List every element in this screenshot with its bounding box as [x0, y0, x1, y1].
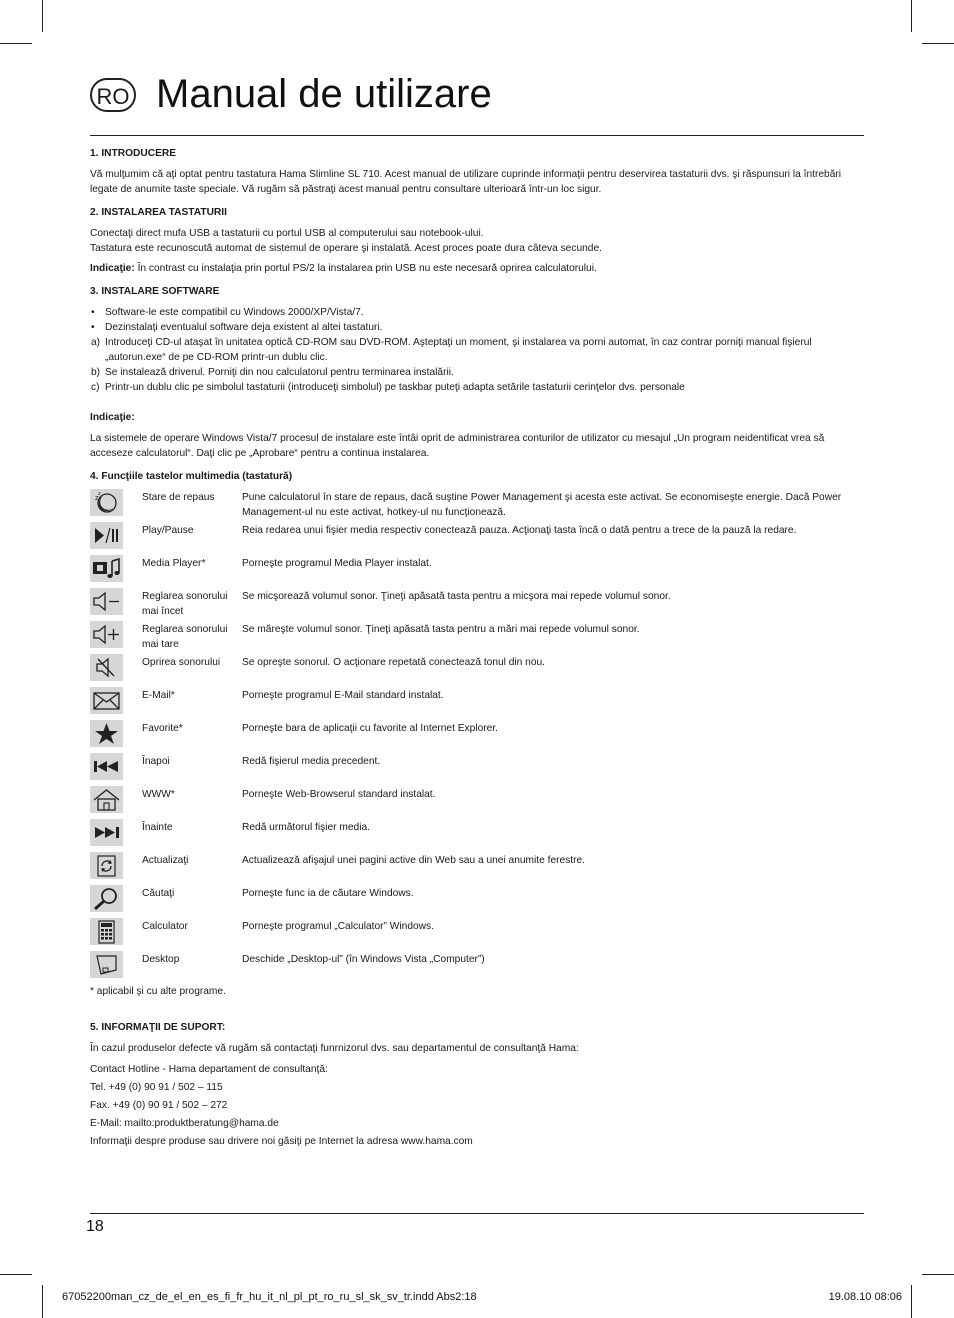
table-row	[90, 620, 864, 653]
key-icon-cell	[90, 917, 142, 950]
table-row	[90, 785, 864, 818]
key-description: Se micşorează volumul sonor. Ţineţi apăsată tasta pentru a micşora mai repede volumul sonor.	[242, 591, 671, 602]
document-body	[90, 146, 864, 1149]
key-description: Pune calculatorul în stare de repaus, dacă suştine Power Management şi acesta este activat. Se economiseşte energie. Dacă Power Management-ul nu este activat, hotkey-ul nu funcţionează.	[242, 492, 842, 518]
crop-mark	[0, 1274, 32, 1275]
key-name: Actualizaţi	[142, 855, 189, 866]
key-description: Actualizează afişajul unei pagini active din Web sau a unei anumite ferestre.	[242, 855, 585, 866]
list-text: Software-le este compatibil cu Windows 2000/XP/Vista/7.	[105, 307, 364, 318]
key-description: Porneşte func ia de căutare Windows.	[242, 888, 414, 899]
crop-mark	[42, 0, 43, 32]
key-name: Înainte	[142, 822, 173, 833]
key-name: Calculator	[142, 921, 188, 932]
page-number: 18	[86, 1218, 104, 1235]
key-icon-cell	[90, 521, 142, 554]
key-name: Înapoi	[142, 756, 170, 767]
key-icon-cell	[90, 686, 142, 719]
crop-mark	[42, 1285, 43, 1318]
key-icon-cell	[90, 587, 142, 620]
key-icon-cell	[90, 950, 142, 983]
footer-divider	[90, 1213, 864, 1214]
table-row	[90, 752, 864, 785]
key-name: Play/Pause	[142, 525, 194, 536]
list-item	[90, 335, 864, 365]
key-name: Desktop	[142, 954, 180, 965]
crop-mark	[922, 1274, 954, 1275]
key-icon-cell	[90, 719, 142, 752]
svg-text:z: z	[95, 494, 99, 502]
mute-icon	[90, 654, 123, 681]
table-row	[90, 554, 864, 587]
section-instalare-tastatura	[90, 205, 864, 276]
list-item	[90, 365, 864, 380]
table-row	[90, 653, 864, 686]
page-title: Manual de utilizare	[156, 72, 492, 116]
key-icon-cell	[90, 785, 142, 818]
list-marker: c)	[91, 382, 100, 393]
key-description: Deschide „Desktop-ul” (în Windows Vista „Computer”)	[242, 954, 485, 965]
contact-web: Informaţii despre produse sau drivere noi găsiţi pe Internet la adresa www.hama.com	[90, 1136, 473, 1147]
sleep-moon-icon	[90, 489, 123, 516]
key-description: Porneşte programul Media Player instalat.	[242, 558, 432, 569]
key-name: Stare de repaus	[142, 492, 215, 503]
key-icon-cell	[90, 620, 142, 653]
table-row	[90, 719, 864, 752]
svg-text:z: z	[98, 491, 101, 497]
contact-hotline: Contact Hotline - Hama departament de consultanţă:	[90, 1064, 328, 1075]
paragraph: Vă mulţumim că aţi optat pentru tastatura Hama Slimline SL 710. Acest manual de utilizare cuprinde informaţii pentru deservirea tastaturii dvs. şi răspunsuri la întrebări legate de anumite taste speciale. Vă rugăm să păstraţi acest manual pentru consultare ulterioară într-un loc sigur.	[90, 169, 842, 195]
section-heading: 3. INSTALARE SOFTWARE	[90, 286, 220, 297]
key-icon-cell	[90, 818, 142, 851]
table-row	[90, 818, 864, 851]
page-header	[90, 70, 864, 134]
section-instalare-software	[90, 284, 864, 461]
crop-mark	[922, 43, 954, 44]
key-description: Reia redarea unui fişier media respectiv conectează pauza. Acţionaţi tasta încă o dată pentru a trece de la pauză la redare.	[242, 525, 797, 536]
play-pause-icon	[90, 522, 123, 549]
key-name: Oprirea sonorului	[142, 657, 221, 668]
table-row	[90, 488, 864, 521]
next-track-icon	[90, 819, 123, 846]
key-description: Se opreşte sonorul. O acţionare repetată conectează tonul din nou.	[242, 657, 545, 668]
key-description: Porneşte Web-Browserul standard instalat.	[242, 789, 436, 800]
crop-mark	[0, 43, 32, 44]
table-row	[90, 521, 864, 554]
paragraph: Tastatura este recunoscută automat de sistemul de operare şi instalată. Acest proces poate dura câteva secunde.	[90, 243, 602, 254]
crop-mark	[911, 1285, 912, 1318]
key-description: Porneşte bara de aplicaţii cu favorite al Internet Explorer.	[242, 723, 498, 734]
key-icon-cell	[90, 488, 142, 521]
calculator-icon	[90, 918, 123, 945]
section-heading: 2. INSTALAREA TASTATURII	[90, 207, 227, 218]
note-label: Indicaţie:	[90, 412, 135, 423]
table-row	[90, 587, 864, 620]
install-steps-list	[90, 305, 864, 395]
list-marker: •	[91, 322, 95, 333]
section-heading: 1. INTRODUCERE	[90, 148, 177, 159]
table-row	[90, 686, 864, 719]
footer-date: 19.08.10 08:06	[828, 1291, 902, 1303]
list-item	[90, 380, 864, 395]
note-label: Indicaţie:	[90, 263, 135, 274]
footnote: * aplicabil şi cu alte programe.	[90, 986, 226, 997]
key-icon-cell	[90, 653, 142, 686]
list-marker: a)	[91, 337, 101, 348]
key-description: Redă fişierul media precedent.	[242, 756, 381, 767]
table-row	[90, 884, 864, 917]
key-name: WWW*	[142, 789, 175, 800]
key-icon-cell	[90, 752, 142, 785]
table-row	[90, 851, 864, 884]
list-marker: b)	[91, 367, 101, 378]
key-icon-cell	[90, 554, 142, 587]
refresh-icon	[90, 852, 123, 879]
table-row	[90, 917, 864, 950]
multimedia-keys-table	[90, 488, 864, 983]
key-description: Porneşte programul „Calculator” Windows.	[242, 921, 434, 932]
key-name: Media Player*	[142, 558, 206, 569]
list-text: Se instalează driverul. Porniţi din nou calculatorul pentru terminarea instalării.	[105, 367, 454, 378]
paragraph: În cazul produselor defecte vă rugăm să contactaţi funrnizorul dvs. sau departamentul de consultanţă Hama:	[90, 1043, 579, 1054]
list-item	[90, 305, 864, 320]
header-divider	[90, 135, 864, 136]
list-text: Printr-un dublu clic pe simbolul tastaturii (introduceţi simbolul) pe taskbar puteţi adapta setările tastaturii cerinţelor dvs. personale	[105, 382, 685, 393]
desktop-icon	[90, 951, 123, 978]
key-description: Se măreşte volumul sonor. Ţineţi apăsată tasta pentru a mări mai repede volumul sonor.	[242, 624, 640, 635]
key-name: Căutaţi	[142, 888, 175, 899]
table-row	[90, 950, 864, 983]
contact-tel: Tel. +49 (0) 90 91 / 502 – 115	[90, 1082, 223, 1093]
key-description: Porneşte programul E-Mail standard instalat.	[242, 690, 444, 701]
key-name: Favorite*	[142, 723, 183, 734]
note-text: În contrast cu instalaţia prin portul PS/2 la instalarea prin USB nu este necesară oprirea calculatorului.	[134, 263, 597, 274]
section-heading: 5. INFORMAŢII DE SUPORT:	[90, 1022, 226, 1033]
email-envelope-icon	[90, 687, 123, 714]
note-text: La sistemele de operare Windows Vista/7 procesul de instalare este întâi oprit de administrarea conturilor de utilizator cu mesajul „Un program neidentificat vrea să acceseze calculatorul“. Daţi clic pe „Aprobare“ pentru a continua instalarea.	[90, 433, 825, 459]
contact-email: E-Mail: mailto:produktberatung@hama.de	[90, 1118, 279, 1129]
search-magnifier-icon	[90, 885, 123, 912]
media-player-icon	[90, 555, 123, 582]
contact-fax: Fax. +49 (0) 90 91 / 502 – 272	[90, 1100, 228, 1111]
key-name: E-Mail*	[142, 690, 175, 701]
previous-track-icon	[90, 753, 123, 780]
section-suport	[90, 1020, 864, 1149]
volume-up-icon	[90, 621, 123, 648]
key-name: Reglarea sonorului mai încet	[142, 591, 228, 617]
crop-mark	[911, 0, 912, 32]
list-text: Introduceţi CD-ul ataşat în unitatea optică CD-ROM sau DVD-ROM. Aşteptaţi un moment, şi instalarea va porni automat, în caz contrar porniţi manual fişierul „autorun.exe“ de pe CD-ROM printr-un dublu clic.	[105, 337, 812, 363]
list-marker: •	[91, 307, 95, 318]
list-item	[90, 320, 864, 335]
volume-down-icon	[90, 588, 123, 615]
key-icon-cell	[90, 851, 142, 884]
key-description: Redă următorul fişier media.	[242, 822, 370, 833]
key-name: Reglarea sonorului mai tare	[142, 624, 228, 650]
section-heading: 4. Funcţiile tastelor multimedia (tastatură)	[90, 471, 293, 482]
favorites-star-icon	[90, 720, 123, 747]
language-badge: RO	[90, 78, 136, 112]
section-introducere	[90, 146, 864, 197]
home-icon	[90, 786, 123, 813]
paragraph: Conectaţi direct mufa USB a tastaturii cu portul USB al computerului sau notebook-ului.	[90, 228, 484, 239]
footer-filename: 67052200man_cz_de_el_en_es_fi_fr_hu_it_nl_pl_pt_ro_ru_sl_sk_sv_tr.indd Abs2:18	[62, 1291, 477, 1303]
key-icon-cell	[90, 884, 142, 917]
list-text: Dezinstalaţi eventualul software deja existent al altei tastaturi.	[105, 322, 383, 333]
section-taste-multimedia	[90, 469, 864, 999]
note-paragraph	[90, 261, 864, 276]
